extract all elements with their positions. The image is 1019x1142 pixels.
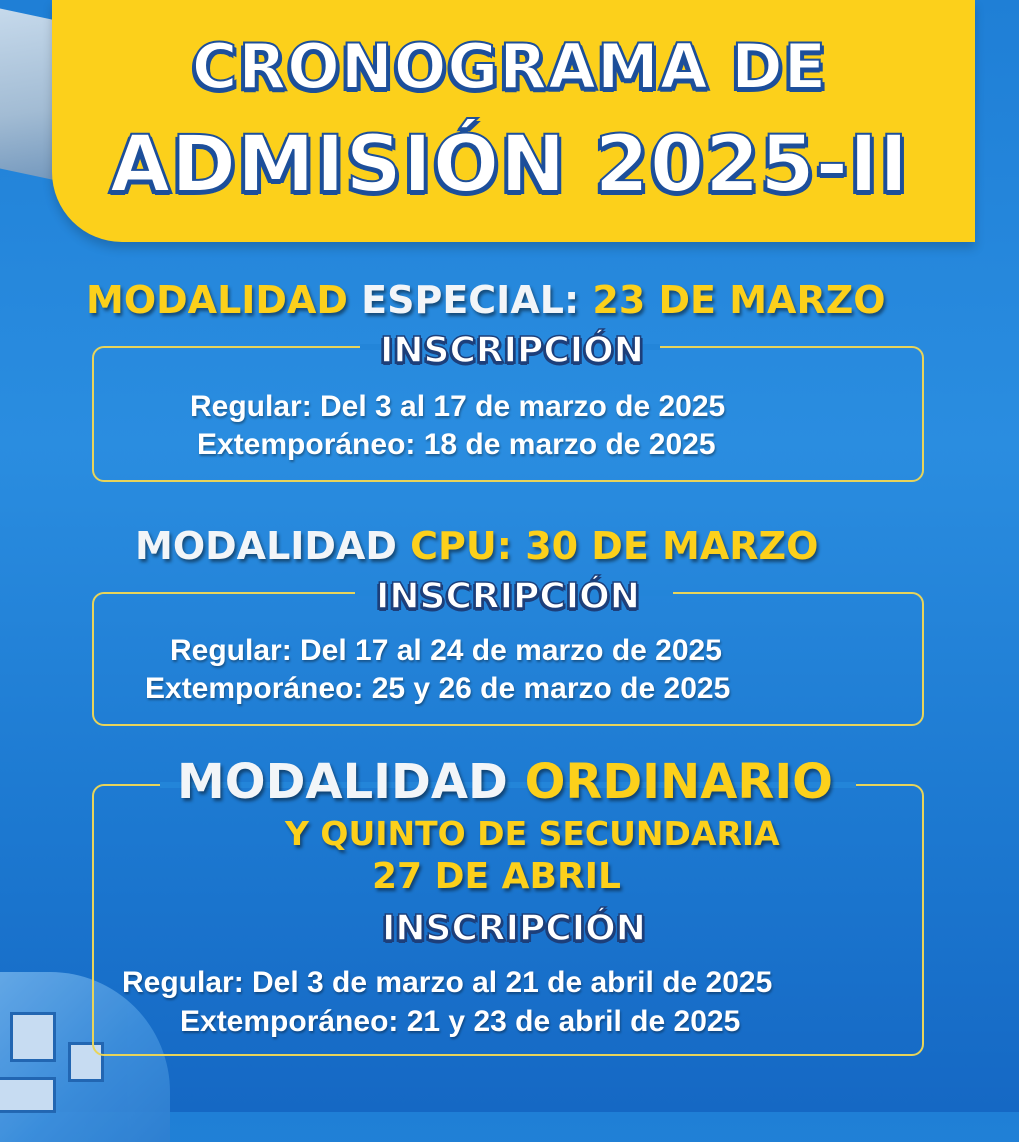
especial-label-2: ESPECIAL:	[361, 278, 580, 322]
cpu-inscripcion: INSCRIPCIÓN	[376, 576, 640, 617]
especial-label-1: MODALIDAD	[86, 278, 348, 322]
especial-regular: Regular: Del 3 al 17 de marzo de 2025	[190, 390, 726, 423]
ordinario-inscripcion: INSCRIPCIÓN	[382, 908, 646, 949]
cpu-label-2: CPU:	[410, 524, 512, 568]
ordinario-label-1: MODALIDAD	[177, 754, 508, 810]
especial-heading	[86, 278, 886, 322]
especial-extemporaneo: Extemporáneo: 18 de marzo de 2025	[197, 428, 716, 461]
cpu-extemporaneo: Extemporáneo: 25 y 26 de marzo de 2025	[145, 672, 731, 705]
title-line-1: CRONOGRAMA DE	[191, 30, 828, 103]
especial-date: 23 DE MARZO	[592, 278, 886, 322]
ordinario-heading	[177, 754, 833, 810]
ordinario-regular: Regular: Del 3 de marzo al 21 de abril de 2025	[122, 966, 773, 999]
cpu-date: 30 DE MARZO	[525, 524, 819, 568]
ordinario-label-2: ORDINARIO	[524, 754, 833, 810]
ordinario-subtitle: Y QUINTO DE SECUNDARIA	[285, 814, 780, 853]
especial-inscripcion: INSCRIPCIÓN	[380, 330, 644, 371]
cpu-regular: Regular: Del 17 al 24 de marzo de 2025	[170, 634, 722, 667]
cpu-label-1: MODALIDAD	[135, 524, 397, 568]
cpu-heading	[135, 524, 818, 568]
ordinario-date: 27 DE ABRIL	[372, 856, 621, 897]
ordinario-extemporaneo: Extemporáneo: 21 y 23 de abril de 2025	[180, 1005, 741, 1038]
title-line-2: ADMISIÓN 2025-II	[109, 120, 910, 210]
